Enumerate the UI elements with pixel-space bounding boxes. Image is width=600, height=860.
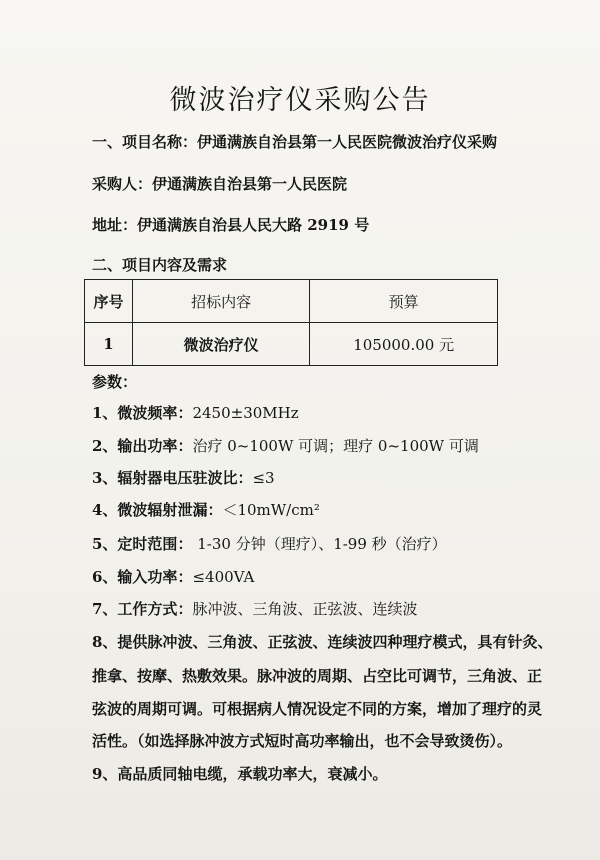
param-value: 治疗 0~100W 可调；理疗 0~100W 可调 [192,437,479,455]
table-row [85,323,498,366]
param-label: 5、定时范围： [92,535,193,553]
param-item-4 [92,499,320,520]
address-label: 地址： [92,216,138,234]
param-value: ≤3 [252,469,275,487]
param-item-3 [92,467,275,488]
param-item-1 [92,402,299,423]
param-label: 1、微波频率： [92,404,193,422]
purchaser-label: 采购人： [92,175,153,193]
param-item-8-line-2: 推拿、按摩、热敷效果。脉冲波的周期、占空比可调节，三角波、正 [92,667,543,685]
param-value: 脉冲波、三角波、正弦波、连续波 [192,600,418,618]
table-header-no: 序号 [85,280,133,323]
param-value: 2450±30MHz [192,404,299,422]
section-2-heading: 二、项目内容及需求 [92,256,228,274]
table-header-row [85,280,498,323]
param-label: 7、工作方式： [92,600,193,618]
table-header-item: 招标内容 [132,280,309,323]
param-item-8-line-1: 8、提供脉冲波、三角波、正弦波、连续波四种理疗模式，具有针灸、 [92,633,553,651]
param-value: ≤400VA [192,568,255,586]
param-item-8-line-4: 活性。（如选择脉冲波方式短时高功率输出，也不会导致烫伤）。 [92,732,513,750]
address-value: 伊通满族自治县人民大路 2919 号 [137,216,370,234]
project-name-line [92,131,497,152]
param-value: 1-30 分钟（理疗）、1-99 秒（治疗） [192,535,447,553]
purchaser-line [92,173,347,194]
param-label: 4、微波辐射泄漏： [92,501,223,519]
param-item-9: 9、高品质同轴电缆，承载功率大，衰减小。 [92,765,388,783]
purchaser-value: 伊通满族自治县第一人民医院 [152,175,348,193]
table-header-budget: 预算 [310,280,498,323]
address-line [92,214,369,235]
param-item-6 [92,566,254,587]
project-name-value: 伊通满族自治县第一人民医院微波治疗仪采购 [197,133,498,151]
table-cell-no: 1 [85,323,133,366]
table-cell-budget: 105000.00 元 [310,323,498,366]
param-label: 6、输入功率： [92,568,193,586]
page-title: 微波治疗仪采购公告 [169,85,431,116]
param-item-7 [92,598,417,619]
param-item-8-line-3: 弦波的周期可调。可根据病人情况设定不同的方案，增加了理疗的灵 [92,700,543,718]
param-label: 3、辐射器电压驻波比： [92,469,253,487]
param-value: ＜10mW/cm² [222,501,320,519]
project-name-label: 一、项目名称： [92,133,198,151]
param-item-5 [92,533,447,554]
param-item-2 [92,435,479,456]
params-heading: 参数： [92,373,138,391]
procurement-table [84,279,498,366]
table-cell-item: 微波治疗仪 [132,323,309,366]
param-label: 2、输出功率： [92,437,193,455]
